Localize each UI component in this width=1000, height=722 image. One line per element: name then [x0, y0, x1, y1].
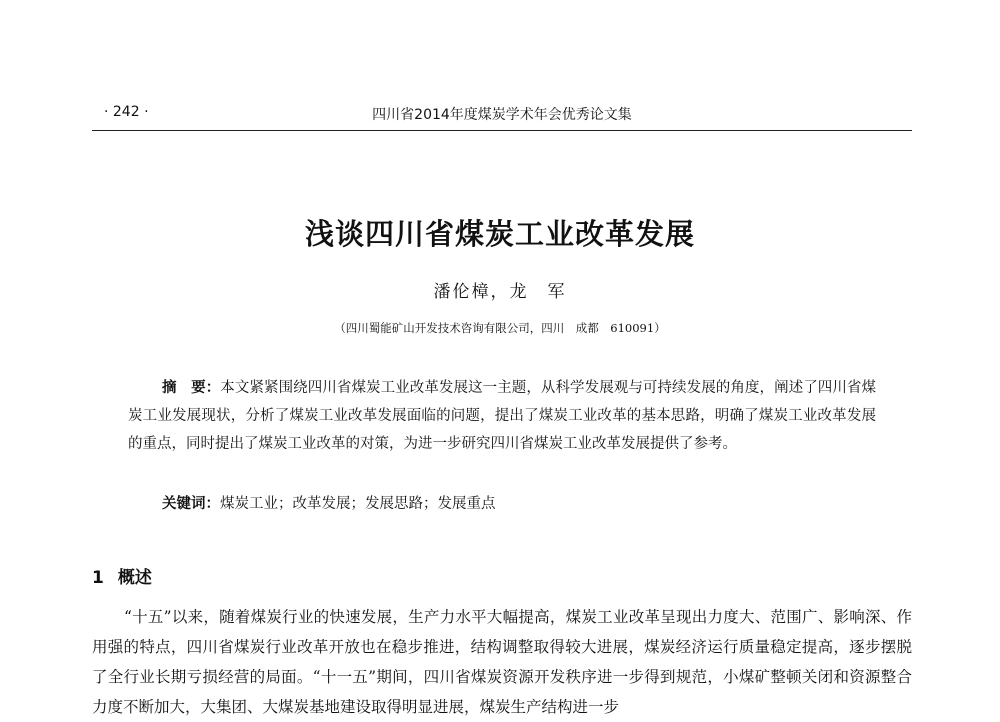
- authors: 潘伦樟，龙 军: [433, 282, 567, 302]
- abstract: [128, 374, 876, 458]
- abstract-text: 本文紧紧围绕四川省煤炭工业改革发展这一主题，从科学发展观与可持续发展的角度，阐述了四川省煤炭工业发展现状，分析了煤炭工业改革发展面临的问题，提出了煤炭工业改革的基本思路，明确了煤炭工业改革发展的重点，同时提出了煤炭工业改革的对策，为进一步研究四川省煤炭工业改革发展提供了参考。: [128, 380, 877, 452]
- affiliation: （四川蜀能矿山开发技术咨询有限公司，四川 成都 610091）: [334, 321, 666, 335]
- page-number: · 242 ·: [104, 104, 149, 120]
- section-number: 1: [92, 568, 104, 588]
- section-title: 概述: [117, 568, 152, 588]
- keywords-text: 煤炭工业；改革发展；发展思路；发展重点: [220, 496, 496, 512]
- body-paragraph: “十五”以来，随着煤炭行业的快速发展，生产力水平大幅提高，煤炭工业改革呈现出力度大、范围广、影响深、作用强的特点，四川省煤炭行业改革开放也在稳步推进，结构调整取得较大进展，煤炭经济运行质量稳定提高，逐步摆脱了全行业长期亏损经营的局面。“十一五”期间，四川省煤炭资源开发秩序进一步得到规范，小煤矿整顿关闭和资源整合力度不断加大，大集团、大煤炭基地建设取得明显进展，煤炭生产结构进一步: [92, 608, 912, 716]
- keywords: [162, 490, 876, 518]
- header-divider: [92, 130, 912, 131]
- paper-title: 浅谈四川省煤炭工业改革发展: [304, 217, 695, 251]
- section-heading: [92, 563, 152, 588]
- running-header: [92, 104, 912, 126]
- running-title: 四川省2014年度煤炭学术年会优秀论文集: [372, 107, 632, 123]
- keywords-label: 关键词：: [162, 496, 220, 512]
- abstract-label: 摘 要：: [162, 380, 221, 396]
